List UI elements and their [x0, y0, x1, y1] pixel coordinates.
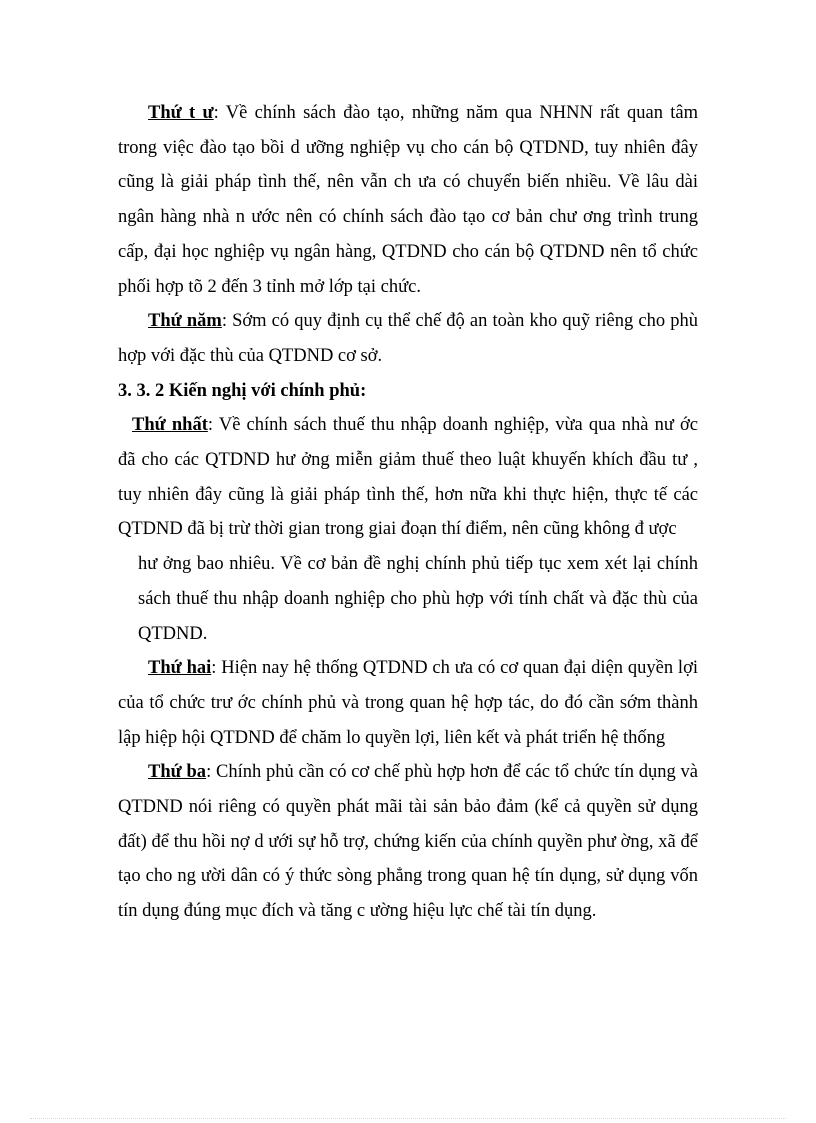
paragraph-lead-thu-ba: Thứ ba	[148, 762, 207, 783]
paragraph-thu-nhat-continued	[118, 547, 698, 651]
paragraph-text-thu-ba: : Chính phủ cần có cơ chế phù hợp hơn để các tổ chức tín dụng và QTDND nói riêng có quyền phát mãi tài sản bảo đảm (kể cả quyền sử dụng đất) để thu hồi nợ d ưới sự hỗ trợ, chứng kiến của chính quyền phư ờng, xã để tạo cho ng ười dân có ý thức sòng phẳng trong quan hệ tín dụng, sử dụng vốn tín dụng đúng mục đích và tăng c ường hiệu lực chế tài tín dụng.	[118, 762, 698, 922]
document-body	[118, 96, 698, 929]
paragraph-text-thu-hai: : Hiện nay hệ thống QTDND ch ưa có cơ quan đại diện quyền lợi của tổ chức trư ớc chính phủ và trong quan hệ hợp tác, do đó cần sớm thành lập hiệp hội QTDND để chăm lo quyền lợi, liên kết và phát triển hệ thống	[118, 658, 698, 748]
paragraph-thu-ba	[118, 755, 698, 929]
paragraph-lead-thu-nhat: Thứ nhất	[132, 415, 208, 436]
paragraph-text-thu-nhat: : Về chính sách thuế thu nhập doanh nghiệp, vừa qua nhà nư ớc đã cho các QTDND hư ởng miễn giảm thuế theo luật khuyến khích đầu tư , tuy nhiên đây cũng là giải pháp tình thế, hơn nữa khi thực hiện, thực tế các QTDND đã bị trừ thời gian trong giai đoạn thí điểm, nên cũng không đ ược	[118, 415, 699, 540]
paragraph-lead-thu-tu: Thứ t ư	[148, 103, 214, 123]
paragraph-thu-nhat	[118, 408, 698, 547]
paragraph-lead-thu-nam: Thứ năm	[148, 311, 222, 332]
paragraph-text-thu-tu: : Về chính sách đào tạo, những năm qua NHNN rất quan tâm trong việc đào tạo bồi d ưỡng nghiệp vụ cho cán bộ QTDND, tuy nhiên đây cũng là giải pháp tình thế, nên vẫn ch ưa có chuyển biến nhiều. Về lâu dài ngân hàng nhà n ước nên có chính sách đào tạo cơ bản chư ơng trình trung cấp, đại học nghiệp vụ ngân hàng, QTDND cho cán bộ QTDND nên tổ chức phối hợp tõ 2 đến 3 tỉnh mở lớp tại chức.	[118, 103, 699, 297]
paragraph-thu-hai	[118, 651, 698, 755]
page-bottom-border	[30, 1118, 786, 1119]
paragraph-text-thu-nam: : Sớm có quy định cụ thể chế độ an toàn kho quỹ riêng cho phù hợp với đặc thù của QTDND cơ sở.	[118, 311, 698, 366]
paragraph-lead-thu-hai: Thứ hai	[148, 658, 212, 679]
paragraph-thu-nam	[118, 304, 698, 373]
paragraph-text-thu-nhat-continued: hư ởng bao nhiêu. Về cơ bản đề nghị chính phủ tiếp tục xem xét lại chính sách thuế thu nhập doanh nghiệp cho phù hợp với tính chất và đặc thù của QTDND.	[138, 554, 698, 644]
paragraph-thu-tu	[118, 96, 698, 304]
section-heading: 3. 3. 2 Kiến nghị với chính phủ:	[118, 380, 367, 401]
